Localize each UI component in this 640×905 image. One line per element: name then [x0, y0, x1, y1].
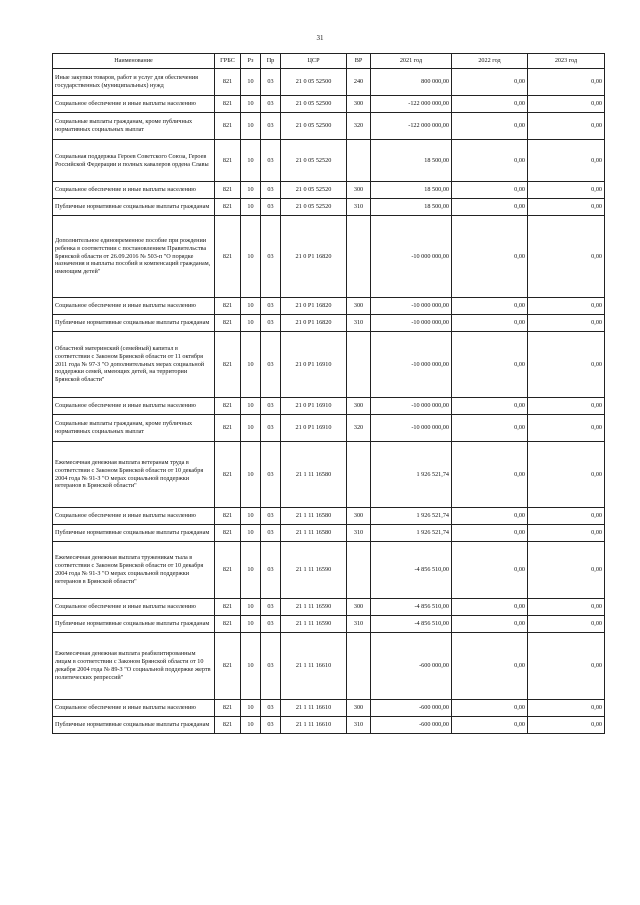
- row-name-cell: Социальное обеспечение и иные выплаты населению: [53, 298, 215, 315]
- row-2021-cell: 18 500,00: [371, 199, 452, 216]
- row-2021-cell: -600 000,00: [371, 633, 452, 700]
- row-rz-cell: 10: [241, 599, 261, 616]
- row-pr-cell: 03: [261, 69, 281, 96]
- row-name-cell: Публичные нормативные социальные выплаты гражданам: [53, 199, 215, 216]
- row-csr-cell: 21 1 11 16610: [281, 717, 347, 734]
- row-grbs-cell: 821: [215, 216, 241, 298]
- table-row: [53, 69, 605, 96]
- row-2023-cell: 0,00: [528, 398, 605, 415]
- row-2023-cell: 0,00: [528, 216, 605, 298]
- row-pr-cell: 03: [261, 700, 281, 717]
- row-rz-cell: 10: [241, 96, 261, 113]
- table-header-row: [53, 54, 605, 69]
- row-csr-cell: 21 0 05 52500: [281, 96, 347, 113]
- row-grbs-cell: 821: [215, 542, 241, 599]
- row-2021-cell: -122 000 000,00: [371, 96, 452, 113]
- row-name-cell: Социальное обеспечение и иные выплаты населению: [53, 182, 215, 199]
- row-name-cell: Социальное обеспечение и иные выплаты населению: [53, 96, 215, 113]
- row-grbs-cell: 821: [215, 700, 241, 717]
- row-pr-cell: 03: [261, 442, 281, 508]
- row-2021-cell: -600 000,00: [371, 700, 452, 717]
- row-pr-cell: 03: [261, 315, 281, 332]
- row-2023-cell: 0,00: [528, 298, 605, 315]
- row-csr-cell: 21 0 05 52520: [281, 140, 347, 182]
- row-rz-cell: 10: [241, 633, 261, 700]
- row-name-cell: Иные закупки товаров, работ и услуг для обеспечения государственных (муниципальных) нужд: [53, 69, 215, 96]
- row-csr-cell: 21 1 11 16590: [281, 542, 347, 599]
- row-vr-cell: [347, 216, 371, 298]
- row-2022-cell: 0,00: [452, 113, 528, 140]
- row-2022-cell: 0,00: [452, 216, 528, 298]
- row-csr-cell: 21 0 P1 16820: [281, 298, 347, 315]
- row-csr-cell: 21 0 P1 16910: [281, 415, 347, 442]
- row-name-cell: Социальное обеспечение и иные выплаты населению: [53, 508, 215, 525]
- row-2023-cell: 0,00: [528, 717, 605, 734]
- row-2023-cell: 0,00: [528, 140, 605, 182]
- row-name-cell: Социальные выплаты гражданам, кроме публичных нормативных социальных выплат: [53, 415, 215, 442]
- row-2021-cell: -10 000 000,00: [371, 398, 452, 415]
- row-grbs-cell: 821: [215, 508, 241, 525]
- row-2023-cell: 0,00: [528, 599, 605, 616]
- row-pr-cell: 03: [261, 96, 281, 113]
- row-rz-cell: 10: [241, 398, 261, 415]
- row-vr-cell: [347, 542, 371, 599]
- row-csr-cell: 21 0 05 52500: [281, 69, 347, 96]
- table-row: [53, 700, 605, 717]
- table-row: [53, 717, 605, 734]
- row-grbs-cell: 821: [215, 140, 241, 182]
- header-grbs: ГРБС: [215, 54, 241, 69]
- table-row: [53, 415, 605, 442]
- header-pr: Пр: [261, 54, 281, 69]
- row-vr-cell: [347, 633, 371, 700]
- row-pr-cell: 03: [261, 508, 281, 525]
- table-row: [53, 216, 605, 298]
- row-csr-cell: 21 1 11 16580: [281, 442, 347, 508]
- row-2023-cell: 0,00: [528, 113, 605, 140]
- row-2022-cell: 0,00: [452, 298, 528, 315]
- row-rz-cell: 10: [241, 525, 261, 542]
- row-name-cell: Ежемесячная денежная выплата труженикам тыла в соответствии с Законом Брянской области от 10 декабря 2004 года № 91-З "О мерах социальной поддержки ветеранов в Брянской области": [53, 542, 215, 599]
- row-pr-cell: 03: [261, 398, 281, 415]
- row-pr-cell: 03: [261, 717, 281, 734]
- row-2023-cell: 0,00: [528, 700, 605, 717]
- row-vr-cell: 320: [347, 415, 371, 442]
- row-vr-cell: 310: [347, 717, 371, 734]
- row-2021-cell: 18 500,00: [371, 140, 452, 182]
- row-grbs-cell: 821: [215, 69, 241, 96]
- header-2022: 2022 год: [452, 54, 528, 69]
- row-vr-cell: 300: [347, 298, 371, 315]
- row-2023-cell: 0,00: [528, 616, 605, 633]
- row-2022-cell: 0,00: [452, 599, 528, 616]
- row-rz-cell: 10: [241, 542, 261, 599]
- row-2022-cell: 0,00: [452, 616, 528, 633]
- row-pr-cell: 03: [261, 113, 281, 140]
- table-row: [53, 398, 605, 415]
- row-name-cell: Социальное обеспечение и иные выплаты населению: [53, 700, 215, 717]
- row-rz-cell: 10: [241, 182, 261, 199]
- row-grbs-cell: 821: [215, 599, 241, 616]
- row-2023-cell: 0,00: [528, 525, 605, 542]
- row-csr-cell: 21 0 P1 16820: [281, 315, 347, 332]
- row-2023-cell: 0,00: [528, 542, 605, 599]
- row-2022-cell: 0,00: [452, 96, 528, 113]
- row-vr-cell: 310: [347, 525, 371, 542]
- row-pr-cell: 03: [261, 525, 281, 542]
- row-2021-cell: -4 856 510,00: [371, 616, 452, 633]
- row-grbs-cell: 821: [215, 616, 241, 633]
- row-csr-cell: 21 1 11 16590: [281, 599, 347, 616]
- row-2022-cell: 0,00: [452, 332, 528, 398]
- row-rz-cell: 10: [241, 216, 261, 298]
- row-vr-cell: 300: [347, 398, 371, 415]
- row-grbs-cell: 821: [215, 182, 241, 199]
- row-2022-cell: 0,00: [452, 199, 528, 216]
- row-rz-cell: 10: [241, 199, 261, 216]
- row-grbs-cell: 821: [215, 442, 241, 508]
- row-2023-cell: 0,00: [528, 96, 605, 113]
- row-grbs-cell: 821: [215, 398, 241, 415]
- row-pr-cell: 03: [261, 616, 281, 633]
- table-row: [53, 298, 605, 315]
- row-vr-cell: 300: [347, 599, 371, 616]
- row-grbs-cell: 821: [215, 717, 241, 734]
- row-name-cell: Социальные выплаты гражданам, кроме публичных нормативных социальных выплат: [53, 113, 215, 140]
- row-vr-cell: [347, 332, 371, 398]
- row-2021-cell: -10 000 000,00: [371, 332, 452, 398]
- row-2023-cell: 0,00: [528, 199, 605, 216]
- row-2022-cell: 0,00: [452, 415, 528, 442]
- row-rz-cell: 10: [241, 700, 261, 717]
- table-row: [53, 199, 605, 216]
- row-rz-cell: 10: [241, 616, 261, 633]
- row-rz-cell: 10: [241, 298, 261, 315]
- row-csr-cell: 21 0 P1 16820: [281, 216, 347, 298]
- row-pr-cell: 03: [261, 216, 281, 298]
- row-pr-cell: 03: [261, 332, 281, 398]
- row-2023-cell: 0,00: [528, 332, 605, 398]
- row-2021-cell: -10 000 000,00: [371, 315, 452, 332]
- header-rz: Рз: [241, 54, 261, 69]
- row-grbs-cell: 821: [215, 633, 241, 700]
- table-row: [53, 599, 605, 616]
- row-grbs-cell: 821: [215, 332, 241, 398]
- row-csr-cell: 21 0 05 52520: [281, 182, 347, 199]
- row-pr-cell: 03: [261, 199, 281, 216]
- row-2021-cell: 1 926 521,74: [371, 442, 452, 508]
- header-vr: ВР: [347, 54, 371, 69]
- header-2023: 2023 год: [528, 54, 605, 69]
- header-2021: 2021 год: [371, 54, 452, 69]
- row-name-cell: Социальная поддержка Героев Советского Союза, Героев Российской Федерации и полных кавалеров ордена Славы: [53, 140, 215, 182]
- row-2021-cell: 1 926 521,74: [371, 525, 452, 542]
- row-name-cell: Ежемесячная денежная выплата реабилитированным лицам в соответствии с Законом Брянской области от 10 декабря 2004 года № 89-З "О социальной поддержке жертв политических репрессий": [53, 633, 215, 700]
- row-2022-cell: 0,00: [452, 182, 528, 199]
- row-2021-cell: -600 000,00: [371, 717, 452, 734]
- row-vr-cell: 240: [347, 69, 371, 96]
- row-vr-cell: 310: [347, 616, 371, 633]
- row-2023-cell: 0,00: [528, 315, 605, 332]
- table-row: [53, 140, 605, 182]
- row-vr-cell: 300: [347, 700, 371, 717]
- row-2022-cell: 0,00: [452, 398, 528, 415]
- row-csr-cell: 21 0 05 52520: [281, 199, 347, 216]
- row-pr-cell: 03: [261, 182, 281, 199]
- row-pr-cell: 03: [261, 599, 281, 616]
- table-body: [53, 69, 605, 734]
- row-name-cell: Ежемесячная денежная выплата ветеранам труда в соответствии с Законом Брянской области от 10 декабря 2004 года № 91-З "О мерах социальной поддержки ветеранов в Брянской области": [53, 442, 215, 508]
- row-2022-cell: 0,00: [452, 140, 528, 182]
- row-2023-cell: 0,00: [528, 415, 605, 442]
- table-row: [53, 525, 605, 542]
- row-csr-cell: 21 1 11 16610: [281, 633, 347, 700]
- page-number: 31: [316, 34, 324, 42]
- row-2021-cell: -10 000 000,00: [371, 298, 452, 315]
- row-csr-cell: 21 1 11 16580: [281, 508, 347, 525]
- table-row: [53, 633, 605, 700]
- row-rz-cell: 10: [241, 69, 261, 96]
- row-2022-cell: 0,00: [452, 442, 528, 508]
- row-2021-cell: 18 500,00: [371, 182, 452, 199]
- table-row: [53, 508, 605, 525]
- row-vr-cell: 300: [347, 508, 371, 525]
- row-vr-cell: 320: [347, 113, 371, 140]
- row-csr-cell: 21 1 11 16580: [281, 525, 347, 542]
- row-grbs-cell: 821: [215, 199, 241, 216]
- header-name: Наименование: [53, 54, 215, 69]
- row-2021-cell: 1 926 521,74: [371, 508, 452, 525]
- row-2023-cell: 0,00: [528, 442, 605, 508]
- row-2022-cell: 0,00: [452, 700, 528, 717]
- row-csr-cell: 21 1 11 16610: [281, 700, 347, 717]
- table-row: [53, 182, 605, 199]
- row-pr-cell: 03: [261, 542, 281, 599]
- row-rz-cell: 10: [241, 717, 261, 734]
- row-csr-cell: 21 0 05 52500: [281, 113, 347, 140]
- row-vr-cell: 300: [347, 96, 371, 113]
- row-name-cell: Областной материнский (семейный) капитал в соответствии с Законом Брянской области от 11 октября 2011 года № 97-З "О дополнительных мерах социальной поддержки семей, имеющих детей, на территории Брянской области": [53, 332, 215, 398]
- row-2022-cell: 0,00: [452, 315, 528, 332]
- table-row: [53, 96, 605, 113]
- row-2022-cell: 0,00: [452, 508, 528, 525]
- row-2022-cell: 0,00: [452, 69, 528, 96]
- row-grbs-cell: 821: [215, 415, 241, 442]
- row-pr-cell: 03: [261, 633, 281, 700]
- row-name-cell: Социальное обеспечение и иные выплаты населению: [53, 599, 215, 616]
- row-name-cell: Публичные нормативные социальные выплаты гражданам: [53, 315, 215, 332]
- row-rz-cell: 10: [241, 140, 261, 182]
- row-rz-cell: 10: [241, 332, 261, 398]
- row-2022-cell: 0,00: [452, 633, 528, 700]
- row-pr-cell: 03: [261, 140, 281, 182]
- row-2022-cell: 0,00: [452, 525, 528, 542]
- row-vr-cell: 310: [347, 199, 371, 216]
- row-grbs-cell: 821: [215, 96, 241, 113]
- budget-table: [52, 53, 605, 734]
- table-row: [53, 542, 605, 599]
- table-row: [53, 315, 605, 332]
- row-csr-cell: 21 0 P1 16910: [281, 332, 347, 398]
- row-name-cell: Публичные нормативные социальные выплаты гражданам: [53, 717, 215, 734]
- row-name-cell: Дополнительное единовременное пособие при рождении ребенка в соответствии с постановлением Правительства Брянской области от 26.09.2016 № 503-п "О порядке назначения и выплаты пособий и компенсаций гражданам, имеющим детей": [53, 216, 215, 298]
- row-2021-cell: -10 000 000,00: [371, 415, 452, 442]
- row-vr-cell: 300: [347, 182, 371, 199]
- row-2021-cell: -122 000 000,00: [371, 113, 452, 140]
- row-csr-cell: 21 0 P1 16910: [281, 398, 347, 415]
- row-name-cell: Социальное обеспечение и иные выплаты населению: [53, 398, 215, 415]
- row-2021-cell: 800 000,00: [371, 69, 452, 96]
- row-2023-cell: 0,00: [528, 69, 605, 96]
- row-2021-cell: -4 856 510,00: [371, 599, 452, 616]
- row-2023-cell: 0,00: [528, 508, 605, 525]
- row-2022-cell: 0,00: [452, 717, 528, 734]
- table-row: [53, 616, 605, 633]
- row-grbs-cell: 821: [215, 298, 241, 315]
- row-name-cell: Публичные нормативные социальные выплаты гражданам: [53, 616, 215, 633]
- row-name-cell: Публичные нормативные социальные выплаты гражданам: [53, 525, 215, 542]
- row-rz-cell: 10: [241, 442, 261, 508]
- header-csr: ЦСР: [281, 54, 347, 69]
- row-2021-cell: -4 856 510,00: [371, 542, 452, 599]
- row-rz-cell: 10: [241, 315, 261, 332]
- row-grbs-cell: 821: [215, 315, 241, 332]
- row-pr-cell: 03: [261, 415, 281, 442]
- row-pr-cell: 03: [261, 298, 281, 315]
- row-rz-cell: 10: [241, 113, 261, 140]
- table-row: [53, 442, 605, 508]
- row-vr-cell: [347, 140, 371, 182]
- table-row: [53, 113, 605, 140]
- table-row: [53, 332, 605, 398]
- row-2021-cell: -10 000 000,00: [371, 216, 452, 298]
- row-rz-cell: 10: [241, 415, 261, 442]
- row-grbs-cell: 821: [215, 113, 241, 140]
- row-2023-cell: 0,00: [528, 182, 605, 199]
- row-grbs-cell: 821: [215, 525, 241, 542]
- row-vr-cell: [347, 442, 371, 508]
- row-rz-cell: 10: [241, 508, 261, 525]
- row-2022-cell: 0,00: [452, 542, 528, 599]
- row-vr-cell: 310: [347, 315, 371, 332]
- row-csr-cell: 21 1 11 16590: [281, 616, 347, 633]
- row-2023-cell: 0,00: [528, 633, 605, 700]
